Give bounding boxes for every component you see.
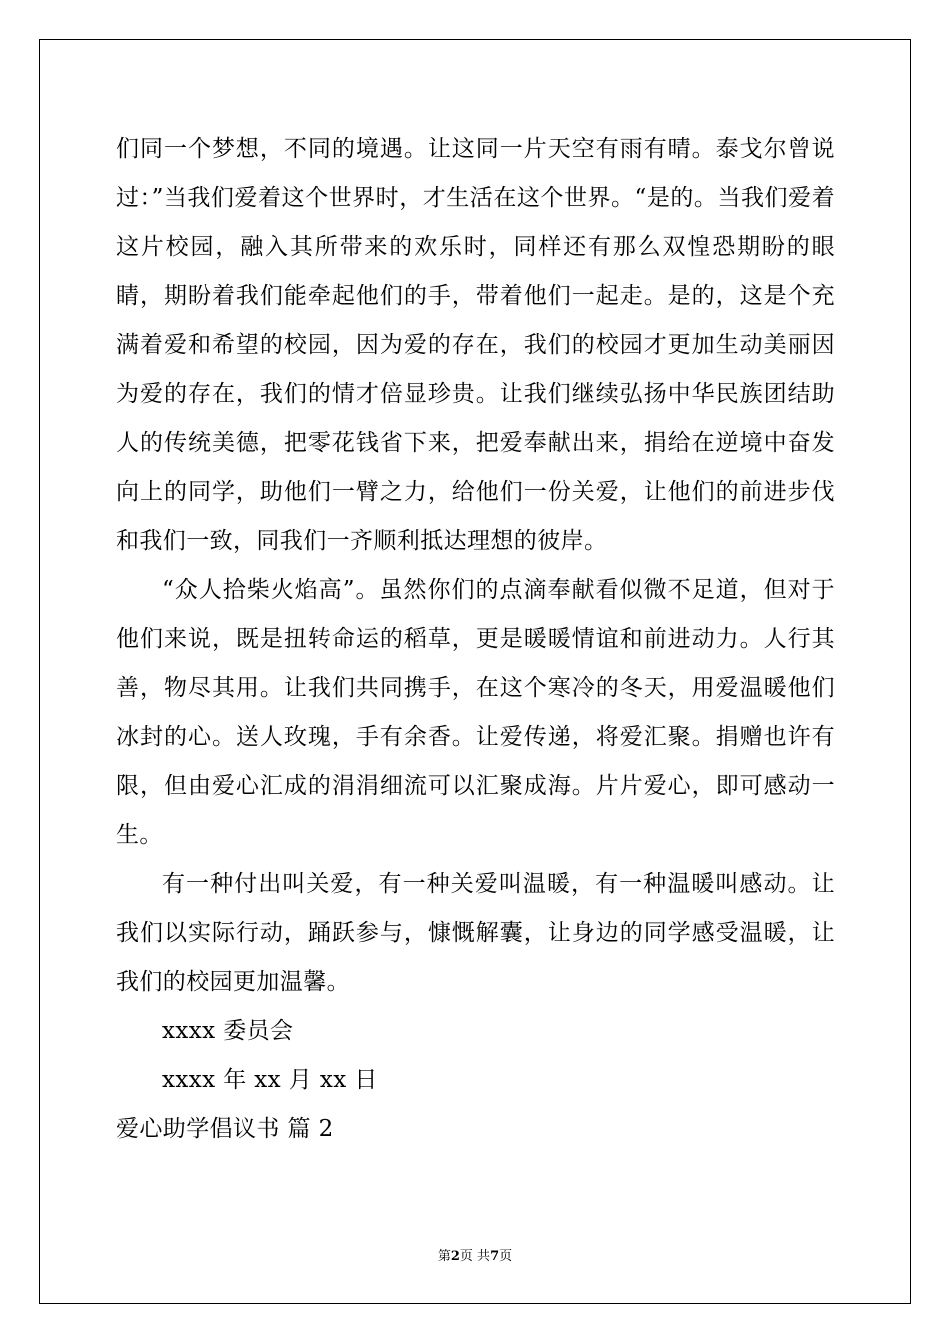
paragraph-3: 有一种付出叫关爱，有一种关爱叫温暖，有一种温暖叫感动。让我们以实际行动，踊跃参与，慷慨解囊，让身边的同学感受温暖，让我们的校园更加温馨。 [116, 871, 835, 995]
footer-page-current: 2 [450, 1249, 460, 1264]
document-body [116, 125, 835, 1154]
paragraph-1: 们同一个梦想，不同的境遇。让这同一片天空有雨有晴。泰戈尔曾说过：”当我们爱着这个世界时，才生活在这个世界。“是的。当我们爱着这片校园，融入其所带来的欢乐时，同样还有那么双惶恐期盼的眼睛，期盼着我们能牵起他们的手，带着他们一起走。是的，这是个充满着爱和希望的校园，因为爱的存在，我们的校园才更加生动美丽因为爱的存在，我们的情才倍显珍贵。让我们继续弘扬中华民族团结助人的传统美德，把零花钱省下来，把爱奉献出来，捐给在逆境中奋发向上的同学，助他们一臂之力，给他们一份关爱，让他们的前进步伐和我们一致，同我们一齐顺利抵达理想的彼岸。 [116, 136, 835, 554]
footer-page-total: 7 [490, 1249, 500, 1264]
footer-mid: 页 共 [459, 1249, 491, 1264]
signature-committee: xxxx 委员会 [162, 1018, 294, 1044]
paragraph-2: “众人拾柴火焰高”。虽然你们的点滴奉献看似微不足道，但对于他们来说，既是扭转命运的稻草，更是暖暖情谊和前进动力。人行其善，物尽其用。让我们共同携手，在这个寒冷的冬天，用爱温暖他们冰封的心。送人玫瑰，手有余香。让爱传递，将爱汇聚。捐赠也许有限，但由爱心汇成的涓涓细流可以汇聚成海。片片爱心，即可感动一生。 [116, 577, 835, 848]
signature-date: xxxx 年 xx 月 xx 日 [162, 1067, 378, 1093]
footer-suffix: 页 [499, 1249, 513, 1264]
section-heading: 爱心助学倡议书 篇 2 [116, 1116, 334, 1142]
footer-prefix: 第 [437, 1249, 451, 1264]
page-footer [0, 1248, 950, 1266]
